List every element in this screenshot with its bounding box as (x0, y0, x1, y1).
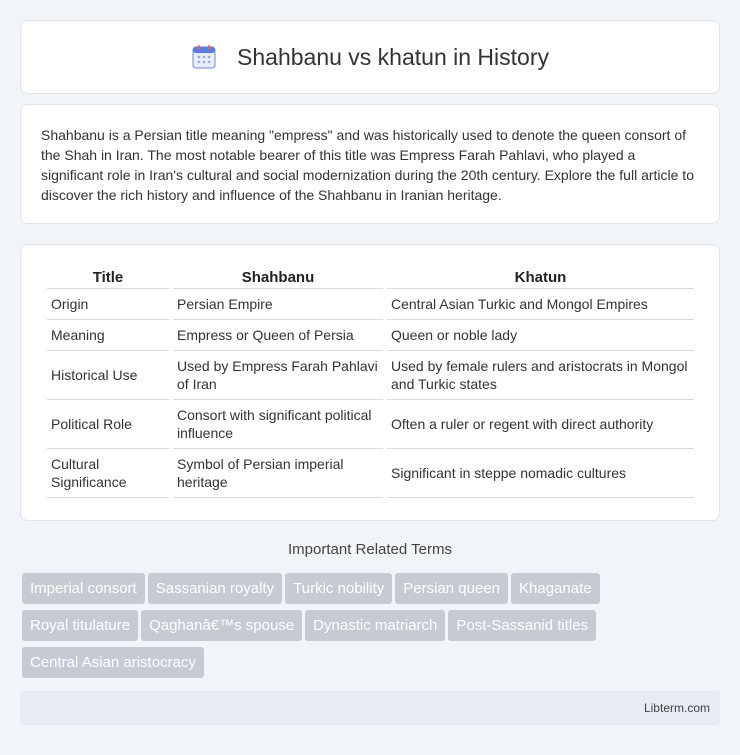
table-row (47, 351, 694, 400)
table-cell: Often a ruler or regent with direct authority (387, 400, 694, 449)
table-row (47, 400, 694, 449)
table-cell: Persian Empire (173, 289, 383, 320)
comparison-table (43, 265, 698, 498)
table-cell: Cultural Significance (47, 449, 169, 498)
comparison-card (20, 244, 720, 521)
header-card (20, 20, 720, 94)
footer-link[interactable]: Libterm.com (643, 701, 710, 715)
footer (20, 691, 720, 725)
table-row (47, 320, 694, 351)
page-title: Shahbanu vs khatun in History (237, 43, 549, 70)
table-cell: Origin (47, 289, 169, 320)
tag-turkic-nobility[interactable]: Turkic nobility (285, 573, 392, 604)
table-cell: Political Role (47, 400, 169, 449)
intro-text: Shahbanu is a Persian title meaning "empress" and was historically used to denote the queen consort of the Shah in Iran. The most notable bearer of this title was Empress Farah Pahlavi, who played a significant role in Iran's cultural and social modernization during the 20th century. Explore the full article to discover the rich history and influence of the Shahbanu in Iranian heritage. (41, 127, 694, 203)
tag-central-asian-aristocracy[interactable]: Central Asian aristocracy (22, 647, 204, 678)
tag-persian-queen[interactable]: Persian queen (395, 573, 508, 604)
table-header-khatun: Khatun (387, 265, 694, 289)
table-cell: Consort with significant political influence (173, 400, 383, 449)
related-terms-tags (22, 573, 722, 684)
tag-royal-titulature[interactable]: Royal titulature (22, 610, 138, 641)
table-cell: Used by female rulers and aristocrats in Mongol and Turkic states (387, 351, 694, 400)
table-cell: Queen or noble lady (387, 320, 694, 351)
table-header-row (47, 265, 694, 289)
table-cell: Symbol of Persian imperial heritage (173, 449, 383, 498)
table-row (47, 289, 694, 320)
table-cell: Empress or Queen of Persia (173, 320, 383, 351)
intro-card (20, 104, 720, 224)
table-cell: Used by Empress Farah Pahlavi of Iran (173, 351, 383, 400)
table-header-title: Title (47, 265, 169, 289)
related-terms-title: Important Related Terms (288, 541, 452, 558)
tag-dynastic-matriarch[interactable]: Dynastic matriarch (305, 610, 445, 641)
tag-sassanian-royalty[interactable]: Sassanian royalty (148, 573, 282, 604)
tag-qaghans-spouse[interactable]: Qaghanâ€™s spouse (141, 610, 302, 641)
table-cell: Historical Use (47, 351, 169, 400)
table-row (47, 449, 694, 498)
tag-khaganate[interactable]: Khaganate (511, 573, 600, 604)
tag-post-sassanid-titles[interactable]: Post-Sassanid titles (448, 610, 596, 641)
calendar-icon (191, 44, 217, 70)
table-header-shahbanu: Shahbanu (173, 265, 383, 289)
table-cell: Central Asian Turkic and Mongol Empires (387, 289, 694, 320)
tag-imperial-consort[interactable]: Imperial consort (22, 573, 145, 604)
table-cell: Meaning (47, 320, 169, 351)
table-cell: Significant in steppe nomadic cultures (387, 449, 694, 498)
